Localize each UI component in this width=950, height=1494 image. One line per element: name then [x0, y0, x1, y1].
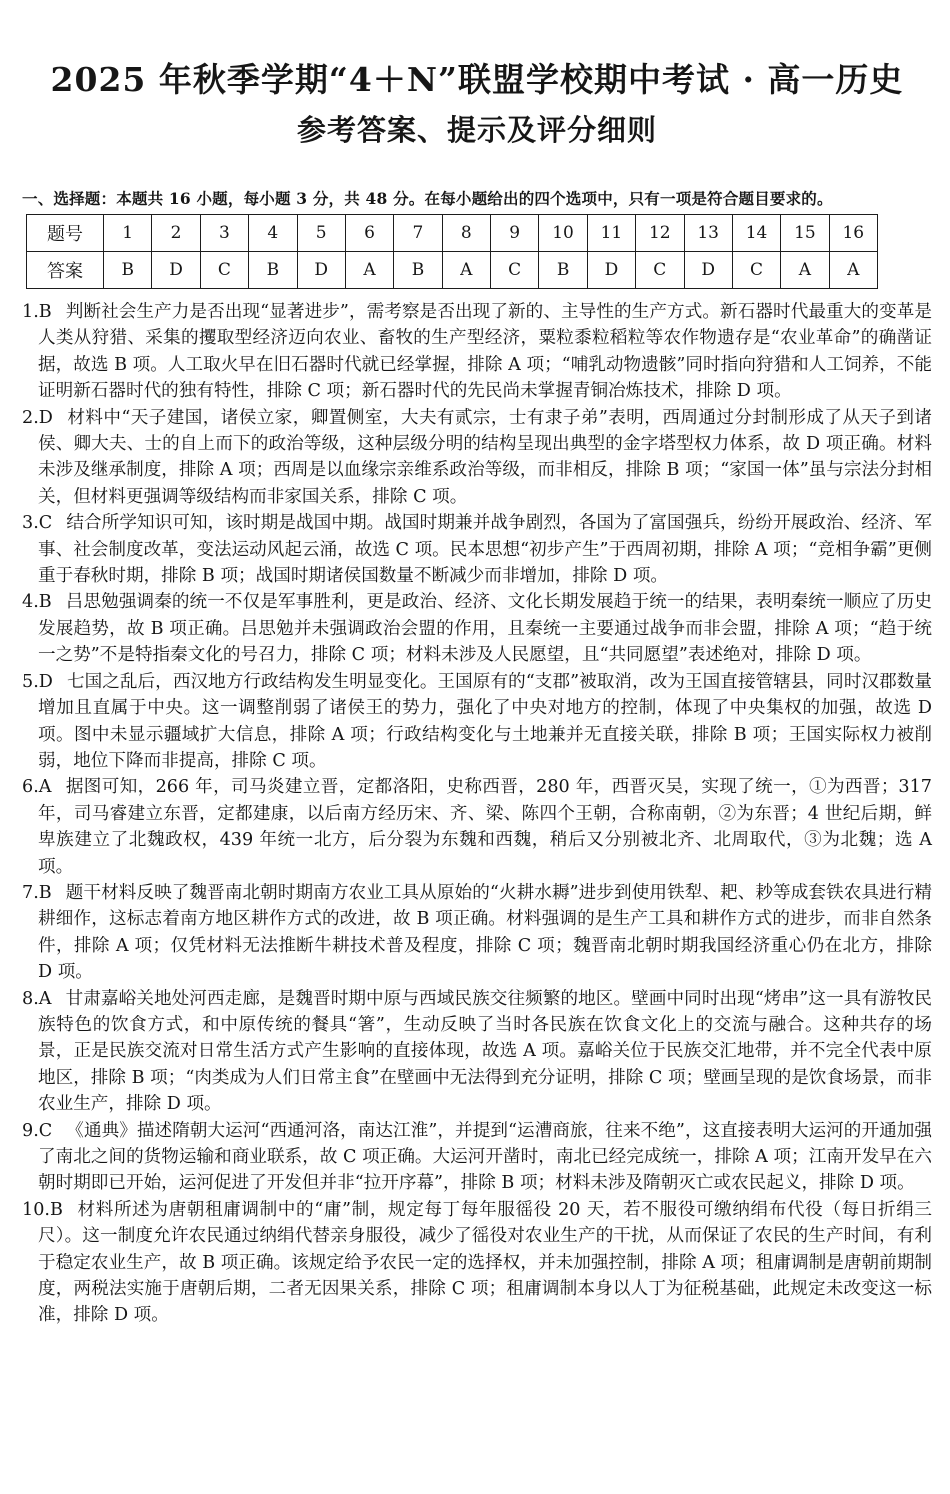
explanation-item	[22, 1118, 932, 1197]
explanation-label: 1.B	[22, 302, 52, 322]
explanation-text: 判断社会生产力是否出现“显著进步”，需考察是否出现了新的、主导性的生产方式。新石器时代最重大的变革是人类从狩猎、采集的攫取型经济迈向农业、畜牧的生产型经济，粟粒黍粒稻粒等农作物遗存是“农业革命”的确凿证据，故选 B 项。人工取火早在旧石器时代就已经掌握，排除 A 项；“哺乳动物遗骸”同时指向狩猎和人工饲养，不能证明新石器时代的独有特性，排除 C 项；新石器时代的先民尚未掌握青铜冶炼技术，排除 D 项。	[38, 302, 932, 402]
answer-table	[26, 214, 878, 289]
explanation-item	[22, 774, 932, 880]
answer-cell: D	[587, 252, 635, 289]
explanation-text: 结合所学知识可知，该时期是战国中期。战国时期兼并战争剧烈，各国为了富国强兵，纷纷开展政治、经济、军事、社会制度改革，变法运动风起云涌，故选 C 项。民本思想“初步产生”于西周初期，排除 A 项；“竞相争霸”更侧重于春秋时期，排除 B 项；战国时期诸侯国数量不断减少而非增加，排除 D 项。	[38, 513, 932, 587]
question-number-cell: 16	[829, 215, 877, 252]
answer-cell: A	[781, 252, 829, 289]
answer-cell: B	[394, 252, 442, 289]
explanation-text: 甘肃嘉峪关地处河西走廊，是魏晋时期中原与西域民族交往频繁的地区。壁画中同时出现“烤串”这一具有游牧民族特色的饮食方式，和中原传统的餐具“箸”，生动反映了当时各民族在饮食文化上的交流与融合。这种共存的场景，正是民族交流对日常生活方式产生影响的直接体现，故选 A 项。嘉峪关位于民族交汇地带，并不完全代表中原地区，排除 B 项；“肉类成为人们日常主食”在壁画中无法得到充分证明，排除 C 项；壁画呈现的是饮食场景，而非农业生产，排除 D 项。	[38, 988, 932, 1115]
row-label-number: 题号	[27, 215, 104, 252]
explanation-label: 8.A	[22, 988, 52, 1009]
explanation-item	[22, 510, 932, 589]
question-number-cell: 8	[442, 215, 490, 252]
explanation-label: 7.B	[22, 882, 52, 903]
answer-cell: B	[249, 252, 297, 289]
answer-table-answer-row	[27, 252, 878, 289]
question-number-cell: 4	[249, 215, 297, 252]
answer-cell: C	[636, 252, 684, 289]
answer-cell: A	[829, 252, 877, 289]
row-label-answer: 答案	[27, 252, 104, 289]
explanation-list	[22, 299, 932, 1329]
answer-cell: C	[732, 252, 780, 289]
explanation-label: 9.C	[22, 1120, 53, 1141]
section-heading-choice: 一、选择题：本题共 16 小题，每小题 3 分，共 48 分。在每小题给出的四个选项中，只有一项是符合题目要求的。	[22, 189, 833, 208]
explanation-label: 10.B	[22, 1199, 63, 1220]
explanation-text: 材料中“天子建国，诸侯立家，卿置侧室，大夫有贰宗，士有隶子弟”表明，西周通过分封制形成了从天子到诸侯、卿大夫、士的自上而下的政治等级，这种层级分明的结构呈现出典型的金字塔型权力体系，故 D 项正确。材料未涉及继承制度，排除 A 项；西周是以血缘宗亲维系政治等级，而非相反，排除 B 项；“家国一体”虽与宗法分封相关，但材料更强调等级结构而非家国关系，排除 C 项。	[38, 407, 932, 507]
answer-cell: C	[200, 252, 248, 289]
question-number-cell: 7	[394, 215, 442, 252]
answer-table-number-row	[27, 215, 878, 252]
question-number-cell: 5	[297, 215, 345, 252]
question-number-cell: 3	[200, 215, 248, 252]
question-number-cell: 6	[345, 215, 393, 252]
answer-cell: B	[104, 252, 152, 289]
explanation-text: 材料所述为唐朝租庸调制中的“庸”制，规定每丁每年服徭役 20 天，若不服役可缴纳绢布代役（每日折绢三尺）。这一制度允许农民通过纳绢代替亲身服役，减少了徭役对农业生产的干扰，从而保证了农民的生产时间，有利于稳定农业生产，故 B 项正确。该规定给予农民一定的选择权，并未加强控制，排除 A 项；租庸调制是唐朝前期制度，两税法实施于唐朝后期，二者无因果关系，排除 C 项；租庸调制本身以人丁为征税基础，此规定未改变这一标准，排除 D 项。	[38, 1199, 932, 1326]
explanation-item	[22, 986, 932, 1118]
answer-cell: C	[491, 252, 539, 289]
question-number-cell: 14	[732, 215, 780, 252]
explanation-item	[22, 299, 932, 405]
question-number-cell: 1	[104, 215, 152, 252]
explanation-item	[22, 669, 932, 775]
answer-cell: D	[684, 252, 732, 289]
question-number-cell: 2	[152, 215, 200, 252]
question-number-cell: 10	[539, 215, 587, 252]
answer-cell: B	[539, 252, 587, 289]
explanation-text: 据图可知，266 年，司马炎建立晋，定都洛阳，史称西晋，280 年，西晋灭吴，实现了统一，①为西晋；317 年，司马睿建立东晋，定都建康，以后南方经历宋、齐、梁、陈四个王朝，合称南朝，②为东晋；4 世纪后期，鲜卑族建立了北魏政权，439 年统一北方，后分裂为东魏和西魏，稍后又分别被北齐、北周取代，③为北魏；选 A 项。	[38, 777, 932, 877]
document-title: 2025 年秋季学期“4＋N”联盟学校期中考试 · 高一历史	[50, 60, 904, 99]
explanation-label: 6.A	[22, 777, 52, 798]
explanation-label: 3.C	[22, 513, 53, 534]
question-number-cell: 13	[684, 215, 732, 252]
answer-cell: A	[345, 252, 393, 289]
answer-cell: A	[442, 252, 490, 289]
explanation-item	[22, 589, 932, 668]
explanation-text: 七国之乱后，西汉地方行政结构发生明显变化。王国原有的“支郡”被取消，改为王国直接管辖县，同时汉郡数量增加且直属于中央。这一调整削弱了诸侯王的势力，强化了中央对地方的控制，体现了中央集权的加强，故选 D 项。图中未显示疆域扩大信息，排除 A 项；行政结构变化与土地兼并无直接关联，排除 B 项；王国实际权力被削弱，地位下降而非提高，排除 C 项。	[38, 671, 932, 771]
explanation-label: 5.D	[22, 671, 53, 692]
question-number-cell: 9	[491, 215, 539, 252]
question-number-cell: 11	[587, 215, 635, 252]
question-number-cell: 12	[636, 215, 684, 252]
explanation-label: 4.B	[22, 592, 52, 613]
explanation-text: 题干材料反映了魏晋南北朝时期南方农业工具从原始的“火耕水耨”进步到使用铁犁、耙、耖等成套铁农具进行精耕细作，这标志着南方地区耕作方式的改进，故 B 项正确。材料强调的是生产工具和耕作方式的进步，而非自然条件，排除 A 项；仅凭材料无法推断牛耕技术普及程度，排除 C 项；魏晋南北朝时期我国经济重心仍在北方，排除 D 项。	[38, 882, 932, 983]
explanation-item	[22, 880, 932, 986]
answer-cell: D	[297, 252, 345, 289]
explanation-label: 2.D	[22, 407, 53, 428]
explanation-text: 吕思勉强调秦的统一不仅是军事胜利，更是政治、经济、文化长期发展趋于统一的结果，表明秦统一顺应了历史发展趋势，故 B 项正确。吕思勉并未强调政治会盟的作用，且秦统一主要通过战争而非会盟，排除 A 项；“趋于统一之势”不是特指秦文化的号召力，排除 C 项；材料未涉及人民愿望，且“共同愿望”表述绝对，排除 D 项。	[38, 592, 932, 666]
answer-cell: D	[152, 252, 200, 289]
document-subtitle: 参考答案、提示及评分细则	[296, 113, 657, 147]
explanation-item	[22, 1197, 932, 1329]
question-number-cell: 15	[781, 215, 829, 252]
explanation-item	[22, 405, 932, 511]
explanation-text: 《通典》描述隋朝大运河“西通河洛，南达江淮”，并提到“运漕商旅，往来不绝”，这直接表明大运河的开通加强了南北之间的货物运输和商业联系，故 C 项正确。大运河开凿时，南北已经完成统一，排除 A 项；江南开发早在六朝时期即已开始，运河促进了开发但并非“拉开序幕”，排除 B 项；材料未涉及隋朝灭亡或农民起义，排除 D 项。	[38, 1120, 932, 1194]
